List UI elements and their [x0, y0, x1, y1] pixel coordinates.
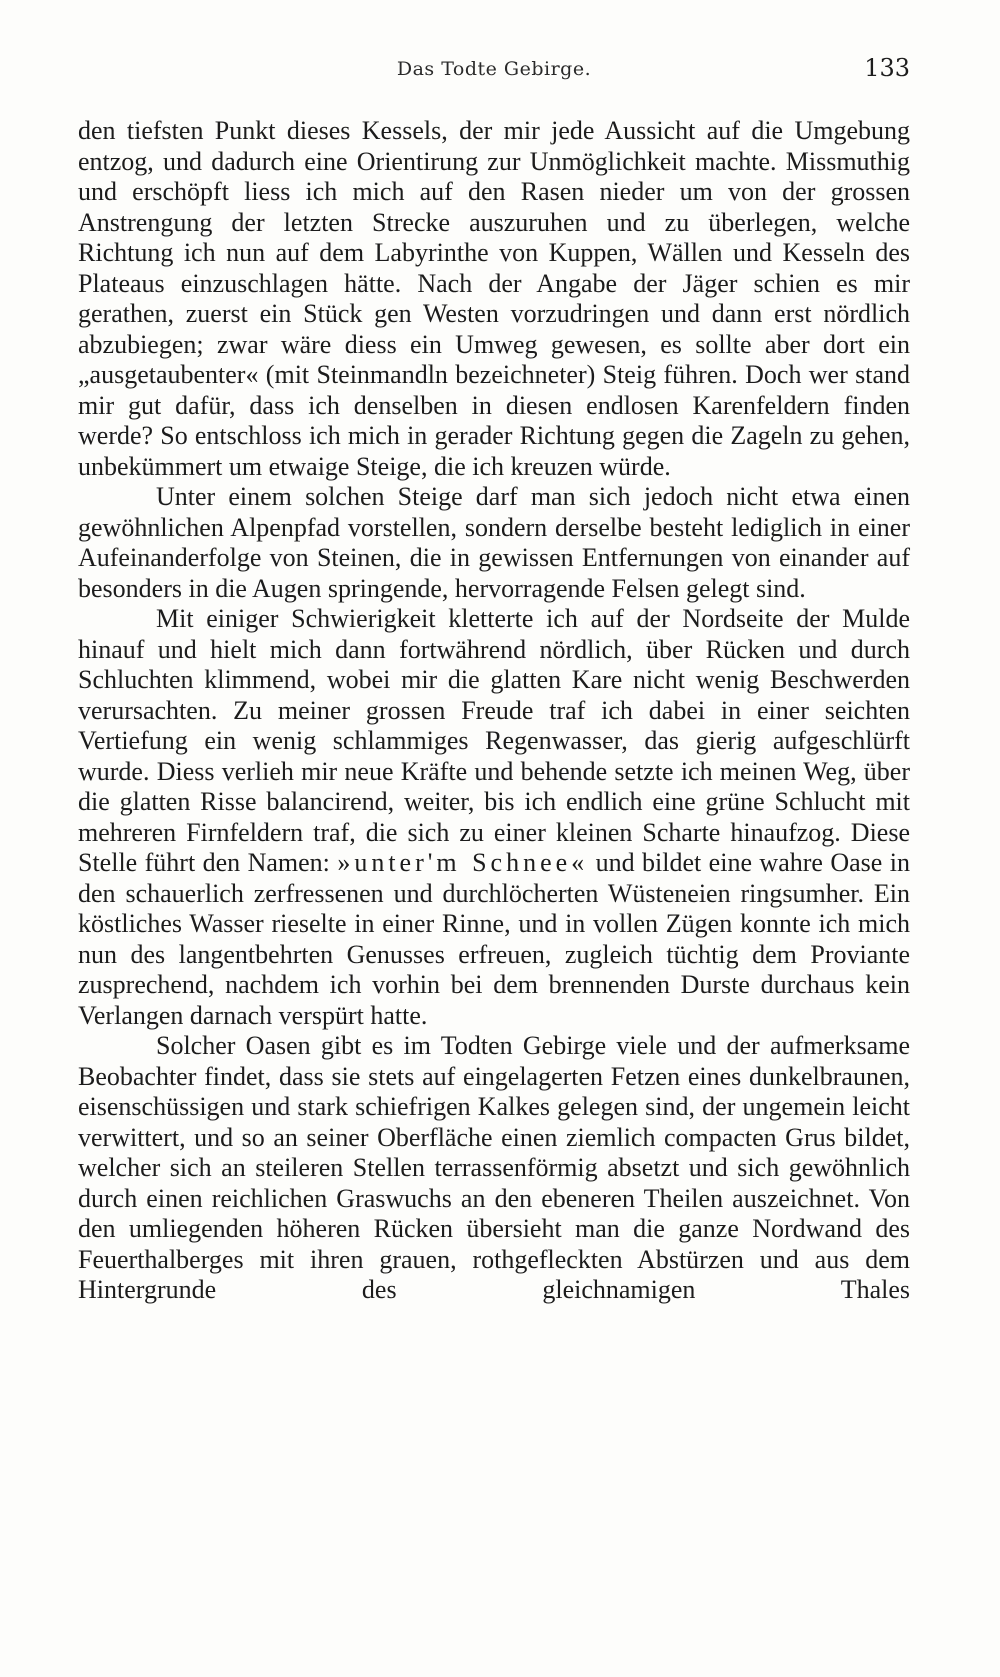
- paragraph-continued: den tiefsten Punkt dieses Kessels, der mir jede Aussicht auf die Umgebung entzog, und dadurch eine Orientirung zur Unmöglichkeit machte. Missmuthig und erschöpft liess ich mich auf den Rasen nieder um von der grossen Anstrengung der letzten Strecke auszuruhen und zu überlegen, welche Richtung ich nun auf dem Labyrinthe von Kuppen, Wällen und Kesseln des Plateaus einzuschlagen hätte. Nach der Angabe der Jäger schien es mir gerathen, zuerst ein Stück gen Westen vorzudringen und dann erst nördlich abzubiegen; zwar wäre diess ein Umweg gewesen, es sollte aber dort ein „ausgetaubenter« (mit Steinmandln bezeichneter) Steig führen. Doch wer stand mir gut dafür, dass ich denselben in diesen endlosen Karenfeldern finden werde? So entschloss ich mich in gerader Richtung gegen die Zageln zu gehen, unbekümmert um etwaige Steige, die ich kreuzen würde.: [78, 116, 910, 481]
- paragraph-oase: [78, 604, 910, 1031]
- paragraph-oase-part-2: und bildet eine wahre Oase in den schauerlich zerfressenen und durchlöcherten Wüsteneien ringsumher. Ein köstliches Wasser rieselte in einer Rinne, und in vollen Zügen konnte ich mich nun des langentbehrten Genusses erfreuen, zugleich tüchtig dem Proviante zusprechend, nachdem ich vorhin bei dem brennenden Durste durchaus kein Verlangen darnach verspürt hatte.: [78, 848, 910, 1030]
- body-text: [78, 116, 910, 1306]
- page-number: 133: [864, 54, 910, 82]
- paragraph-oasen: Solcher Oasen gibt es im Todten Gebirge viele und der aufmerksame Beobachter findet, dass sie stets auf eingelagerten Fetzen eines dunkelbraunen, eisenschüssigen und stark schiefrigen Kalkes gelegen sind, der ungemein leicht verwittert, und so an seiner Oberfläche einen ziemlich compacten Grus bildet, welcher sich an steileren Stellen terrassenförmig absetzt und sich gewöhnlich durch einen reichlichen Graswuchs an den ebeneren Theilen auszeichnet. Von den umliegenden höheren Rücken übersieht man die ganze Nordwand des Feuerthalberges mit ihren grauen, rothgefleckten Abstürzen und aus dem Hintergrunde des gleichnamigen Thales: [78, 1031, 910, 1304]
- paragraph-steige: Unter einem solchen Steige darf man sich jedoch nicht etwa einen gewöhnlichen Alpenpfad vorstellen, sondern derselbe besteht lediglich in einer Aufeinanderfolge von Steinen, die in gewissen Entfernungen von einander auf besonders in die Augen springende, hervorragende Felsen gelegt sind.: [78, 482, 910, 603]
- running-head: [78, 54, 910, 90]
- place-name-spaced: »unter'm Schnee«: [337, 848, 589, 877]
- running-title: Das Todte Gebirge.: [396, 58, 592, 80]
- paragraph-oase-part-1: Mit einiger Schwierigkeit kletterte ich auf der Nordseite der Mulde hinauf und hielt mich dann fortwährend nördlich, über Rücken und durch Schluchten klimmend, wobei mir die glatten Kare nicht wenig Beschwerden verursachten. Zu meiner grossen Freude traf ich dabei in einer seichten Vertiefung ein wenig schlammiges Regenwasser, das gierig aufgeschlürft wurde. Diess verlieh mir neue Kräfte und behende setzte ich meinen Weg, über die glatten Risse balancirend, weiter, bis ich endlich eine grüne Schlucht mit mehreren Firnfeldern traf, die sich zu einer kleinen Scharte hinaufzog. Diese Stelle führt den Namen:: [78, 604, 910, 877]
